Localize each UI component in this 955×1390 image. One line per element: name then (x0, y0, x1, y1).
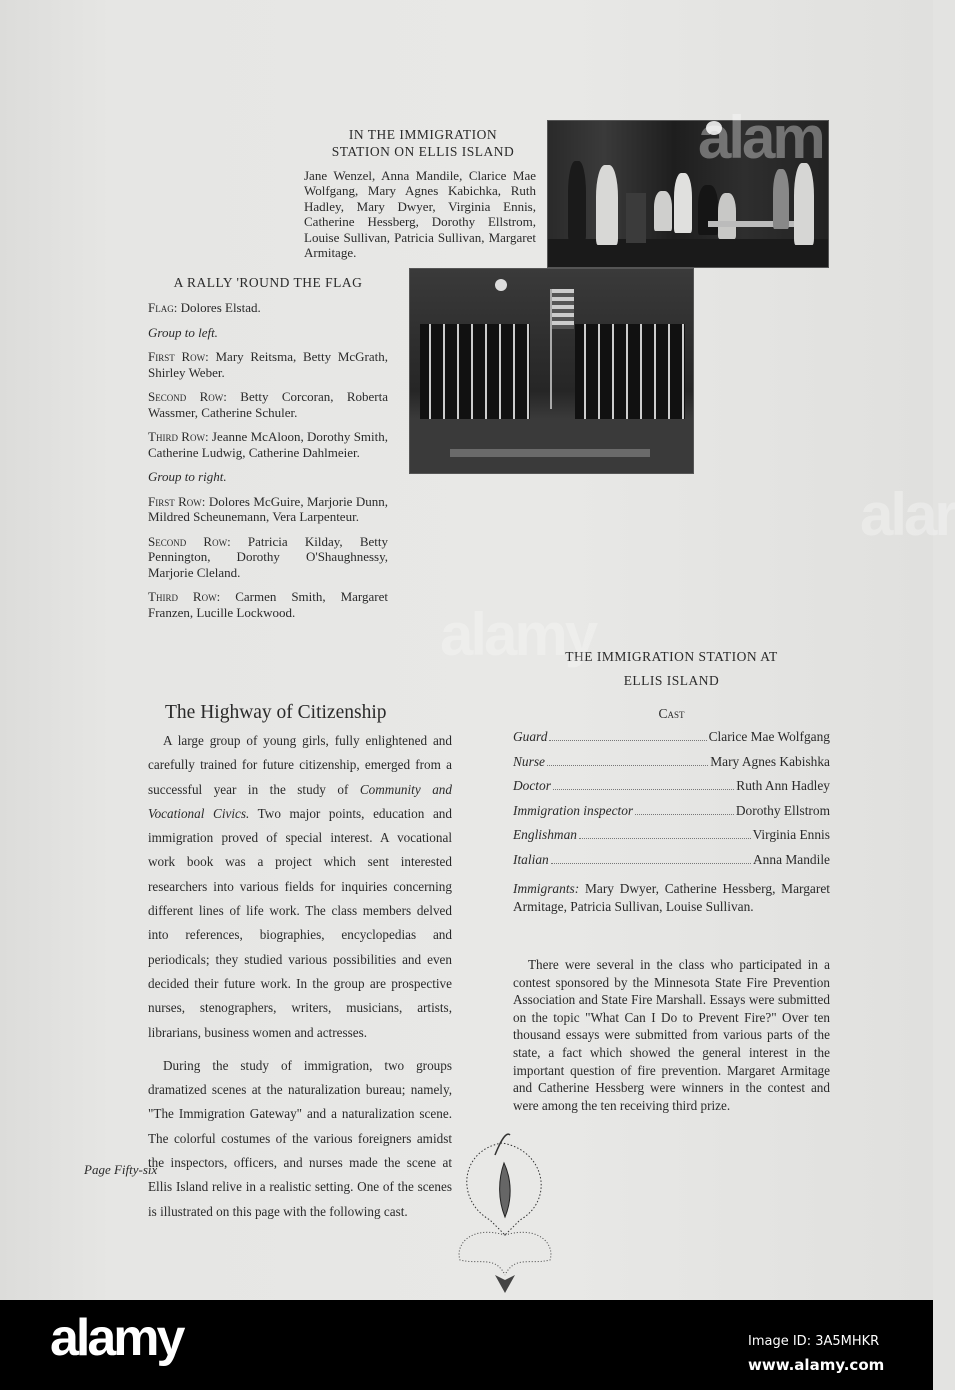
article-body (148, 729, 452, 1233)
cast-label: Cast (658, 706, 685, 721)
cast-row: Guard Clarice Mae Wolfgang (513, 729, 830, 744)
alamy-url[interactable]: www.alamy.com (748, 1356, 885, 1374)
ellis-caption-title (300, 126, 546, 160)
right-row-1: First Row: Dolores McGuire, Marjorie Dunn, Mildred Scheunemann, Vera Larpenteur. (148, 493, 388, 524)
cast-title-line1: THE IMMIGRATION STATION AT (565, 649, 778, 664)
ellis-title-line2: STATION ON ELLIS ISLAND (331, 144, 515, 159)
flag-label: Flag: (148, 300, 178, 315)
watermark: alar (860, 481, 955, 548)
watermark: alam (698, 104, 823, 171)
alamy-logo: alamy (50, 1309, 183, 1367)
rally-title: A RALLY 'ROUND THE FLAG (173, 275, 363, 290)
flag-name: Dolores Elstad. (180, 300, 261, 315)
left-row-1: First Row: Mary Reitsma, Betty McGrath, Shirley Weber. (148, 349, 389, 380)
cast-list (513, 729, 830, 917)
page-number: Page Fifty-six (84, 1162, 158, 1177)
image-id: Image ID: 3A5MHKR (748, 1334, 880, 1349)
cast-row: Nurse Mary Agnes Kabishka (513, 753, 830, 769)
fire-contest-paragraph: There were several in the class who participated in a contest sponsored by the Minnesota State Fire Prevention Association and State Fire Marshall. Essays were submitted on the topic "What Can I Do to Prevent Fire?" Over ten thousand essays were submitted from various parts of the state, a fact which showed the general interest in the important question of fire prevention. Margaret Armitage and Catherine Hessberg were winners in the contest and were among the ten receiving third prize. (513, 957, 830, 1113)
flower-ornament-icon (450, 1125, 560, 1295)
article-para-2: During the study of immigration, two groups dramatized scenes at the naturalization bureau; namely, "The Immigration Gateway" and a naturalization scene. The colorful costumes of the various foreigners amidst the inspectors, officers, and nurses made the scene at Ellis Island relive in a realistic setting. One of the scenes is illustrated on this page with the following cast. (148, 1057, 452, 1219)
cast-row: Englishman Virginia Ennis (513, 827, 830, 843)
left-row-3: Third Row: Jeanne McAloon, Dorothy Smith, Catherine Ludwig, Catherine Dahlmeier. (148, 429, 389, 460)
rally-caption (148, 275, 388, 629)
ellis-title-line1: IN THE IMMIGRATION (348, 127, 498, 142)
article-title: The Highway of Citizenship (165, 702, 387, 723)
right-row-2: Second Row: Patricia Kilday, Betty Pennington, Dorothy O'Shaughnessy, Marjorie Cleland. (148, 533, 388, 580)
photo-rally-round-the-flag (409, 268, 694, 474)
ellis-caption-names: Jane Wenzel, Anna Mandile, Clarice Mae Wolfgang, Mary Agnes Kabichka, Ruth Hadley, Mary Dwyer, Virginia Ennis, Catherine Hessberg, Dorothy Ellstrom, Louise Sullivan, Patricia Sullivan, Margaret Armitage. (304, 168, 536, 261)
watermark: alamy (440, 601, 596, 668)
group-left-heading: Group to left. (148, 324, 218, 340)
cast-row: Doctor Ruth Ann Hadley (513, 778, 830, 794)
group-right-heading: Group to right. (148, 469, 227, 484)
cast-title-line2: ELLIS ISLAND (623, 673, 720, 688)
left-row-2: Second Row: Betty Corcoran, Roberta Wassmer, Catherine Schuler. (148, 389, 389, 420)
cast-row: Immigration inspector Dorothy Ellstrom (513, 802, 830, 818)
immigrants-line: Immigrants: Mary Dwyer, Catherine Hessberg, Margaret Armitage, Patricia Sullivan, Louise Sullivan. (513, 880, 830, 915)
article-para-1: A large group of young girls, fully enlightened and carefully trained for future citizenship, emerged from a successful year in the study of Community and Vocational Civics. Two major points, education and immigration proved of special interest. A vocational work book was a project which sent interested researchers into various fields for inquiries concerning different lines of life work. The class members delved into references, biographies, encyclopedias and periodicals; they studied various possibilities and even decided their future work. In the group are prospective nurses, stenographers, writers, musicians, artists, librarians, business women and actresses. (148, 733, 452, 1040)
right-row-3: Third Row: Carmen Smith, Margaret Franzen, Lucille Lockwood. (148, 589, 389, 620)
photo-ellis-island-scene (547, 104, 829, 268)
cast-row: Italian Anna Mandile (513, 851, 830, 867)
footer-bar (0, 1300, 933, 1390)
